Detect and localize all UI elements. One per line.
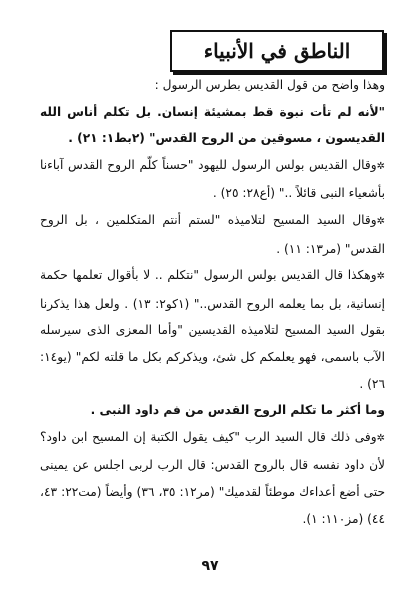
- asterisk-icon: ✲: [376, 271, 385, 283]
- paragraph: [40, 397, 385, 424]
- paragraph: [40, 262, 385, 397]
- paragraph-text: وقال السيد المسيح لتلاميذه "لستم أنتم المتكلمين ، بل الروح القدس" (مر١٣: ١١) .: [40, 212, 385, 256]
- page-number: ٩٧: [201, 558, 219, 574]
- paragraph-text: وهكذا قال القديس بولس الرسول "نتكلم .. لا بأقوال تعلمها حكمة إنسانية، بل بما يعلمه الروح القدس.." (١كو٢: ١٣) . ولعل هذا يذكرنا بقول السيد المسيح لتلاميذه القديسين "وأما المعزى الذى سيرسله الآب باسمى، فهو يعلمكم كل شئ، ويذكركم بكل ما قلته لكم" (يو١٤: ٢٦) .: [40, 268, 386, 391]
- paragraph: [40, 99, 385, 152]
- header-title-text: الناطق في الأنبياء: [203, 39, 351, 63]
- page-header-title: [170, 30, 384, 72]
- paragraph: [40, 207, 385, 262]
- paragraph-text: وما أكثر ما تكلم الروح القدس من فم داود النبى .: [90, 403, 385, 418]
- paragraph-text: وقال القديس بولس الرسول لليهود "حسناً كلّم الروح القدس آباءنا بأشعياء النبى قائلاً .." (أع٢٨: ٢٥) .: [40, 157, 385, 201]
- paragraph-text: وفى ذلك قال السيد الرب "كيف يقول الكتبة إن المسيح ابن داود؟ لأن داود نفسه قال بالروح القدس: قال الرب لربى اجلس عن يمينى حتى أضع أعداءك موطئاً لقدميك" (مر١٢: ٣٥، ٣٦) وأيضاً (مت٢٢: ٤٣، ٤٤) (مز١١٠: ١).: [40, 429, 386, 526]
- paragraph-text: "لأنه لم تأت نبوة قط بمشيئة إنسان. بل تكلم أناس الله القديسون ، مسوقين من الروح القدس" (٢بط١: ٢١) .: [40, 104, 385, 146]
- asterisk-icon: ✲: [376, 160, 385, 172]
- paragraph-text: وهذا واضح من قول القديس بطرس الرسول :: [154, 78, 385, 92]
- asterisk-icon: ✲: [376, 432, 385, 444]
- asterisk-icon: ✲: [376, 215, 385, 227]
- paragraph: [40, 152, 385, 207]
- body-text: [40, 72, 385, 532]
- paragraph: [40, 424, 385, 532]
- paragraph: [40, 72, 385, 99]
